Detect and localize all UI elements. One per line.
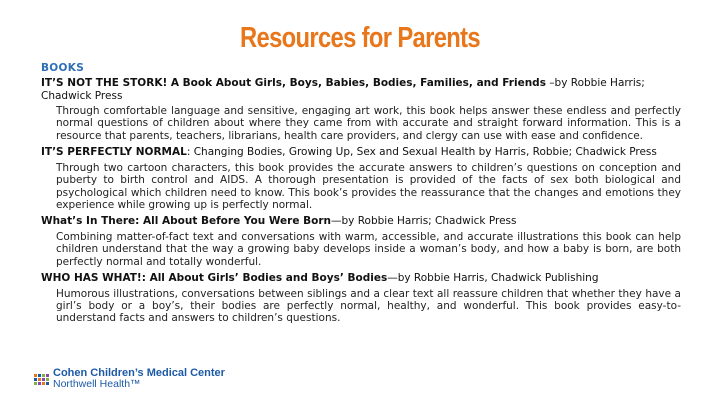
book-title: WHO HAS WHAT!: All About Girls’ Bodies and Boys’ Bodies	[41, 272, 388, 285]
book-title-line	[41, 77, 681, 102]
book-description: Through comfortable language and sensitive, engaging art work, this book helps answer these endless and perfectly normal questions of children about where they came from with accurate and straight forward information. This is a resource that parents, teachers, librarians, health care providers, and clergy can use with ease and confidence.	[56, 105, 681, 142]
books-content	[41, 62, 681, 329]
book-byline: —by Robbie Harris; Chadwick Press	[331, 215, 517, 228]
book-title-line	[41, 272, 681, 285]
book-byline: : Changing Bodies, Growing Up, Sex and Sexual Health by Harris, Robbie; Chadwick Press	[186, 146, 657, 159]
logo-line-1: Cohen Children’s Medical Center	[53, 367, 225, 379]
book-description: Combining matter-of-fact text and conversations with warm, accessible, and accurate illustrations this book can help children understand that the way a growing baby develops inside a woman’s body, and how a baby is born, are both perfectly normal and totally wonderful.	[56, 230, 681, 268]
book-byline: —by Robbie Harris, Chadwick Publishing	[387, 272, 599, 285]
book-entry-perfectly-normal	[41, 146, 681, 211]
book-byline: –by Robbie Harris; Chadwick Press	[41, 77, 645, 102]
dot-grid-logo-icon	[34, 374, 49, 385]
book-title: IT’S PERFECTLY NORMAL	[41, 146, 187, 159]
book-description: Through two cartoon characters, this book provides the accurate answers to children’s questions on conception and puberty to birth control and AIDS. A thorough presentation is provided of the facts of sex both biological and psychological which children need to know. This book’s provides the reassurance that the changes and emotions they experience while growing up is perfectly normal.	[56, 161, 681, 211]
book-title: What’s In There: All About Before You Were Born	[41, 215, 331, 228]
page-title: Resources for Parents	[239, 22, 480, 54]
book-title-line	[41, 215, 681, 228]
book-title-line	[41, 146, 681, 159]
book-entry-who-has-what	[41, 272, 681, 325]
logo-line-2: Northwell Health™	[53, 378, 141, 390]
book-description: Humorous illustrations, conversations between siblings and a clear text all reassure children that whether they have a girl’s body or a boy’s, their bodies are perfectly normal, healthy, and wonderful. This book provides easy-to-understand facts and answers to children’s questions.	[56, 287, 681, 325]
book-entry-whats-in-there	[41, 215, 681, 268]
logo-text	[53, 368, 225, 390]
book-entry-stork	[41, 77, 681, 142]
book-title: IT’S NOT THE STORK! A Book About Girls, Boys, Babies, Bodies, Families, and Friends	[41, 77, 546, 89]
books-section-label: BOOKS	[41, 62, 85, 74]
cohen-childrens-logo	[34, 368, 225, 390]
